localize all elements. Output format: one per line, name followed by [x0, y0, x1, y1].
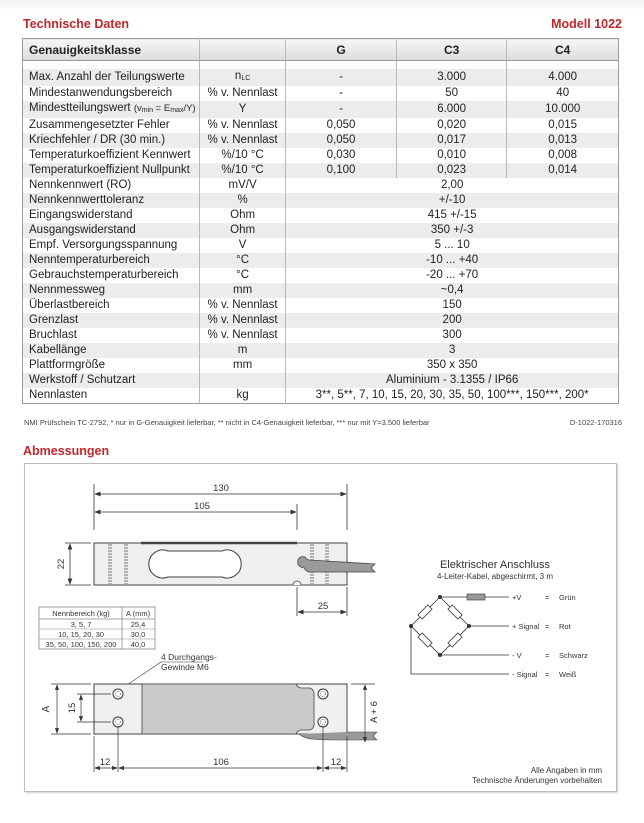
param-cell: Bruchlast	[29, 329, 77, 341]
table-row	[23, 358, 619, 373]
g-cell: -	[286, 69, 397, 86]
bridge-outline	[411, 597, 469, 655]
unit-cell	[199, 373, 285, 388]
param-cell: Überlastbereich	[29, 299, 110, 311]
value-cell: -20 ... +70	[286, 268, 619, 283]
header-accuracy-class: Genauigkeitsklasse	[23, 39, 200, 61]
thread-note-line1: 4 Durchgangs-	[161, 652, 217, 662]
a-cell: 25,4	[130, 620, 146, 629]
resistor-icon	[448, 633, 462, 647]
g-cell: 0,050	[286, 133, 397, 148]
strain-gauge-cover-top	[142, 684, 314, 734]
wire-eq: =	[545, 593, 550, 602]
dim-label-12-left: 12	[99, 757, 111, 768]
param-cell: Eingangswiderstand	[29, 209, 133, 221]
table-row	[23, 343, 619, 358]
unit-main: n	[234, 70, 242, 82]
unit-cell	[199, 69, 285, 86]
wire-color: Rot	[559, 622, 571, 631]
table-row	[23, 69, 619, 86]
value-cell: 3**, 5**, 7, 10, 15, 20, 30, 35, 50, 100***, 150***, 200*	[286, 388, 619, 404]
table-row	[23, 193, 619, 208]
g-cell: 0,050	[286, 118, 397, 133]
unit-sub: LC	[241, 75, 251, 82]
table-row	[23, 178, 619, 193]
wire-minus-signal	[411, 626, 509, 674]
wire-signal: - V	[512, 651, 522, 660]
g-cell: 0,030	[286, 148, 397, 163]
param-cell: Mindestanwendungsbereich	[29, 87, 173, 99]
header-unit	[199, 39, 285, 61]
table-row	[23, 133, 619, 148]
table-row	[23, 238, 619, 253]
dim-label-12-right: 12	[330, 757, 342, 768]
section-title-dimensions: Abmessungen	[23, 444, 110, 458]
dim-label-22: 22	[56, 558, 67, 570]
wire-signal: +V	[512, 593, 522, 602]
wire-signal: + Signal	[512, 622, 540, 631]
spec-table-header	[23, 39, 619, 61]
dimensions-drawing-panel	[24, 463, 617, 792]
param-cell: Zusammengesetzter Fehler	[29, 119, 170, 131]
value-cell: 350 +/-3	[286, 223, 619, 238]
param-main: Mindestteilungswert	[29, 102, 131, 114]
resistor-icon	[418, 633, 432, 647]
value-cell: 415 +/-15	[286, 208, 619, 223]
c3-cell: 3.000	[396, 69, 507, 86]
unit-cell: %/10 °C	[199, 148, 285, 163]
c4-cell: 40	[507, 86, 619, 101]
value-cell: 200	[286, 313, 619, 328]
wiring-title: Elektrischer Anschluss	[439, 559, 551, 571]
resistor-icon	[418, 605, 432, 619]
side-view	[56, 483, 375, 616]
model-label: Modell 1022	[551, 17, 622, 31]
param-sub: min	[141, 107, 154, 114]
param-sub: max	[170, 107, 184, 114]
unit-cell: mm	[199, 358, 285, 373]
a-cell: 40,0	[130, 640, 146, 649]
table-row	[23, 328, 619, 343]
range-cell: 10, 15, 20, 30	[58, 630, 104, 639]
param-cell: Max. Anzahl der Teilungswerte	[23, 69, 200, 86]
param-cell: Grenzlast	[23, 313, 200, 328]
spacer-row	[23, 61, 619, 70]
unit-cell: V	[199, 238, 285, 253]
value-cell: -10 ... +40	[286, 253, 619, 268]
c4-cell: 4.000	[507, 69, 619, 86]
dim-label-a: A	[41, 705, 52, 713]
wiring-diagram	[409, 559, 588, 679]
wire-color: Grün	[559, 593, 576, 602]
unit-cell: °C	[199, 253, 285, 268]
param-cell: Nennlasten	[29, 389, 88, 401]
table-row	[23, 298, 619, 313]
mounting-hole-icon	[113, 689, 123, 699]
table-row	[23, 208, 619, 223]
c3-cell: 50	[396, 86, 507, 101]
wire-color: Schwarz	[559, 651, 588, 660]
unit-cell: kg	[199, 388, 285, 404]
param-cell: Kriechfehler / DR (30 min.)	[23, 133, 200, 148]
value-cell: 3	[286, 343, 619, 358]
table-row	[23, 268, 619, 283]
param-cell: Temperaturkoeffizient Kennwert	[29, 149, 191, 161]
param-cell: Ausgangswiderstand	[23, 223, 200, 238]
wiring-subtitle: 4-Leiter-Kabel, abgeschirmt, 3 m	[436, 572, 554, 581]
param-cell: Plattformgröße	[29, 359, 106, 371]
param-cell: Nennkennwerttoleranz	[23, 193, 200, 208]
resistor-icon	[448, 605, 462, 619]
value-cell: 5 ... 10	[286, 238, 619, 253]
value-cell: Aluminium - 3.1355 / IP66	[286, 373, 619, 388]
c3-cell: 0,023	[396, 163, 507, 178]
top-fade	[0, 0, 644, 12]
dim-label-a-plus-6: A + 6	[369, 701, 380, 723]
a-header: A (mm)	[125, 609, 151, 618]
wire-eq: =	[545, 670, 550, 679]
unit-cell: m	[199, 343, 285, 358]
header-c4: C4	[507, 39, 619, 61]
unit-cell: Ohm	[199, 223, 285, 238]
unit-cell: % v. Nennlast	[199, 298, 285, 313]
c3-cell: 6.000	[396, 101, 507, 118]
range-header: Nennbereich (kg)	[52, 609, 110, 618]
range-table	[39, 607, 155, 649]
mounting-hole-icon	[318, 717, 328, 727]
compensation-resistor-icon	[467, 594, 485, 600]
c4-cell: 0,013	[507, 133, 619, 148]
dimensions-drawing	[25, 464, 616, 791]
unit-cell: mV/V	[199, 178, 285, 193]
param-cell: Nennkennwert (RO)	[29, 179, 132, 191]
value-cell: 150	[286, 298, 619, 313]
unit-cell: % v. Nennlast	[199, 313, 285, 328]
table-row	[23, 86, 619, 101]
param-cell: Werkstoff / Schutzart	[23, 373, 200, 388]
table-row	[23, 101, 619, 118]
unit-cell: Ohm	[199, 208, 285, 223]
table-row	[23, 148, 619, 163]
c3-cell: 0,010	[396, 148, 507, 163]
table-row	[23, 373, 619, 388]
value-cell: +/-10	[286, 193, 619, 208]
c4-cell: 0,008	[507, 148, 619, 163]
wire-eq: =	[545, 622, 550, 631]
document-code: D-1022-170316	[569, 418, 622, 427]
spec-table	[22, 38, 619, 404]
thread-note-line2: Gewinde M6	[161, 662, 209, 672]
param-cell: Temperaturkoeffizient Nullpunkt	[23, 163, 200, 178]
unit-cell: % v. Nennlast	[199, 86, 285, 101]
header-c3: C3	[396, 39, 507, 61]
param-cell	[23, 101, 200, 118]
mounting-hole-icon	[113, 717, 123, 727]
wire-color: Weiß	[559, 670, 577, 679]
c4-cell: 0,014	[507, 163, 619, 178]
table-row	[23, 163, 619, 178]
range-cell: 3, 5, 7	[70, 620, 92, 629]
table-row	[23, 283, 619, 298]
header-g: G	[286, 39, 397, 61]
dogbone-cutout	[149, 550, 241, 578]
wire-eq: =	[545, 651, 550, 660]
dim-label-15: 15	[67, 702, 78, 714]
table-row	[23, 253, 619, 268]
g-cell: 0,100	[286, 163, 397, 178]
g-cell: -	[286, 86, 397, 101]
unit-cell: mm	[199, 283, 285, 298]
unit-cell: % v. Nennlast	[199, 118, 285, 133]
dim-label-130: 130	[213, 483, 229, 494]
table-row	[23, 313, 619, 328]
a-cell: 30,0	[130, 630, 146, 639]
note-units: Alle Angaben in mm	[530, 766, 602, 775]
unit-cell: % v. Nennlast	[199, 328, 285, 343]
c3-cell: 0,020	[396, 118, 507, 133]
c4-cell: 10.000	[507, 101, 619, 118]
wire-signal: - Signal	[512, 670, 538, 679]
unit-cell: Y	[199, 101, 285, 118]
c3-cell: 0,017	[396, 133, 507, 148]
mounting-hole-icon	[318, 689, 328, 699]
c4-cell: 0,015	[507, 118, 619, 133]
table-row	[23, 118, 619, 133]
param-cell: Empf. Versorgungsspannung	[29, 239, 178, 251]
value-cell: ~0,4	[286, 283, 619, 298]
value-cell: 350 x 350	[286, 358, 619, 373]
section-title-technical-data: Technische Daten	[23, 17, 130, 31]
value-cell: 300	[286, 328, 619, 343]
param-formula: /Y)	[183, 103, 196, 114]
param-cell: Nenntemperaturbereich	[23, 253, 200, 268]
table-row	[23, 223, 619, 238]
top-view	[41, 652, 380, 772]
unit-cell: °C	[199, 268, 285, 283]
dim-label-25: 25	[317, 601, 329, 612]
param-cell: Kabellänge	[23, 343, 200, 358]
param-formula: = E	[153, 103, 171, 114]
unit-cell: %	[199, 193, 285, 208]
footnote: NMI Prüfschein TC-2792, * nur in G-Genauigkeit lieferbar, ** nicht in C4-Genauigkeit lieferbar, *** nur mit Y=3.500 lieferbar	[24, 418, 430, 427]
unit-cell: %/10 °C	[199, 163, 285, 178]
value-cell: 2,00	[286, 178, 619, 193]
param-cell: Gebrauchstemperaturbereich	[29, 269, 179, 281]
dim-label-105: 105	[194, 501, 210, 512]
table-row	[23, 388, 619, 404]
param-cell: Nennmessweg	[23, 283, 200, 298]
dim-label-106: 106	[213, 757, 229, 768]
param-formula: (v	[133, 103, 142, 114]
unit-cell: % v. Nennlast	[199, 133, 285, 148]
range-cell: 35, 50, 100, 150, 200	[45, 640, 117, 649]
g-cell: -	[286, 101, 397, 118]
note-changes: Technische Änderungen vorbehalten	[472, 776, 602, 785]
